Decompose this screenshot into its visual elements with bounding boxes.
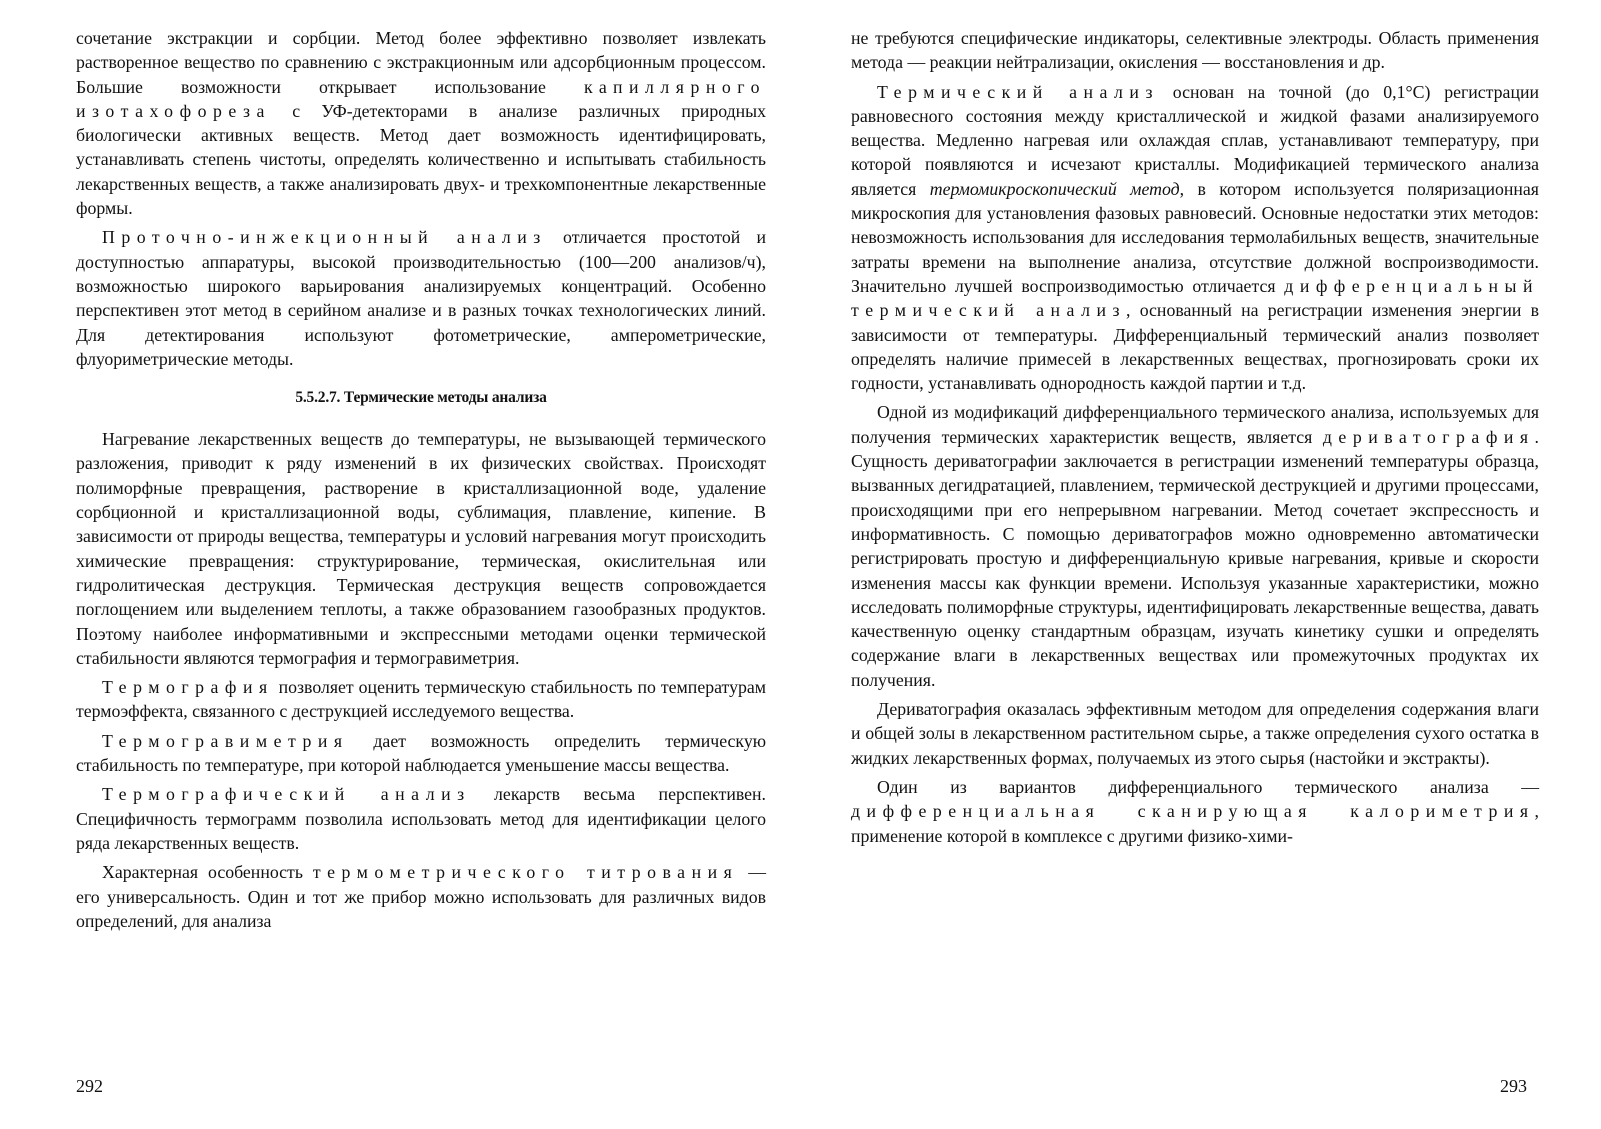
left-page	[76, 26, 766, 933]
spaced-term: Термический анализ	[877, 81, 1159, 102]
spaced-term: термометрического титрования	[312, 862, 739, 883]
spaced-term: дериватография	[1322, 426, 1535, 447]
paragraph: Дериватография оказалась эффективным методом для определения содержания влаги и общей золы в лекарственном растительном сырье, а также определения сухого остатка в жидких лекарственных формах, получаемых из этого сырья (настойки и экстракты).	[851, 699, 1539, 768]
page-number: 293	[1500, 1076, 1527, 1096]
spaced-term: капиллярного изотахофореза	[76, 76, 766, 121]
paragraph: Проточно-инжекционный анализ отличается простотой и доступностью аппаратуры, высокой производительностью (100—200 анализов/ч), возможностью широкого варьирования анализируемых концентраций. Особенно перспективен этот метод в серийном анализе и в разных точках технологических линий. Для детектирования используют фотометрические, амперометрические, флуориметрические методы.	[76, 227, 766, 369]
paragraph: Один из вариантов дифференциального термического анализа — дифференциальная сканирующая калориметрия, применение которой в комплексе с другими физико-хими-	[851, 776, 1539, 846]
spaced-term: дифференциальный термический анализ	[851, 275, 1539, 321]
paragraph: не требуются специфические индикаторы, селективные электроды. Область применения метода — реакции нейтрализации, окисления — восстановления и др.	[851, 28, 1539, 73]
italic-term: термомикроскопический метод	[929, 178, 1180, 199]
paragraph: Термография позволяет оценить термическую стабильность по температурам термоэффекта, связанного с деструкцией исследуемого вещества.	[76, 677, 766, 722]
paragraph: Термический анализ основан на точной (до 0,1°С) регистрации равновесного состояния между кристаллической и жидкой фазами анализируемого вещества. Медленно нагревая или охлаждая сплав, устанавливают температуру, при которой появляются и исчезают кристаллы. Модификацией термического анализа является термомикроскопический метод, в котором используется поляризационная микроскопия для установления фазовых равновесий. Основные недостатки этих методов: невозможность использования для исследования термолабильных веществ, значительные затраты времени на выполнение анализа, отсутствие должной воспроизводимости. Значительно лучшей воспроизводимостью отличается дифференциальный термический анализ, основанный на регистрации изменения энергии в зависимости от температуры. Дифференциальный термический анализ позволяет определять наличие примесей в лекарственных веществах, прогнозировать сроки их годности, устанавливать однородность каждой партии и т.д.	[851, 81, 1539, 394]
paragraph: Термогравиметрия дает возможность определить термическую стабильность по температуре, при которой наблюдается уменьшение массы вещества.	[76, 730, 766, 776]
spaced-term: Проточно-инжекционный анализ	[102, 227, 547, 248]
spaced-term: Термогравиметрия	[102, 730, 349, 751]
paragraph: Термографический анализ лекарств весьма перспективен. Специфичность термограмм позволила использовать метод для идентификации целого ряда лекарственных веществ.	[76, 784, 766, 853]
spaced-term: Термография	[102, 677, 274, 698]
right-page	[851, 26, 1539, 848]
paragraph: сочетание экстракции и сорбции. Метод более эффективно позволяет извлекать растворенное вещество по сравнению с экстракционным или адсорбционным процессом. Большие возможности открывает использование капиллярного изотахофореза с УФ-детекторами в анализе различных природных биологически активных веществ. Метод дает возможность идентифицировать, устанавливать степень чистоты, определять количественно и испытывать стабильность лекарственных веществ, а также анализировать двух- и трехкомпонентные лекарственные формы.	[76, 28, 766, 219]
spaced-term: Термографический анализ	[102, 784, 471, 805]
paragraph: Одной из модификаций дифференциального термического анализа, используемых для получения термических характеристик веществ, является дериватография. Сущность дериватографии заключается в регистрации изменений температуры образца, вызванных дегидратацией, плавлением, термической деструкцией и другими процессами, происходящими при его непрерывном нагревании. Метод сочетает экспрессность и информативность. С помощью дериватографов можно одновременно автоматически регистрировать простую и дифференциальную кривые нагревания, кривые и скорости изменения массы как функции времени. Используя указанные характеристики, можно исследовать полиморфные структуры, идентифицировать лекарственные вещества, давать качественную оценку стандартным образцам, изучать кинетику сушки и определять содержание влаги в лекарственных веществах или промежуточных продуктах их получения.	[851, 402, 1539, 690]
section-heading: 5.5.2.7. Термические методы анализа	[295, 389, 547, 407]
paragraph: Нагревание лекарственных веществ до температуры, не вызывающей термического разложения, приводит к ряду изменений в их физических свойствах. Происходят полиморфные превращения, растворение в кристаллизационной воде, удаление сорбционной и кристаллизационной воды, сублимация, плавление, кипение. В зависимости от природы вещества, температуры и условий нагревания могут происходить химические превращения: структурирование, термическая, окислительная или гидролитическая деструкция. Термическая деструкция веществ сопровождается поглощением или выделением теплоты, а также образованием газообразных продуктов. Поэтому наиболее информативными и экспрессными методами оценки термической стабильности являются термография и термогравиметрия.	[76, 429, 766, 668]
spaced-term: дифференциальная сканирующая калориметрия	[851, 801, 1535, 822]
page-number: 292	[76, 1076, 103, 1096]
paragraph: Характерная особенность термометрического титрования — его универсальность. Один и тот же прибор можно использовать для различных видов определений, для анализа	[76, 862, 766, 931]
